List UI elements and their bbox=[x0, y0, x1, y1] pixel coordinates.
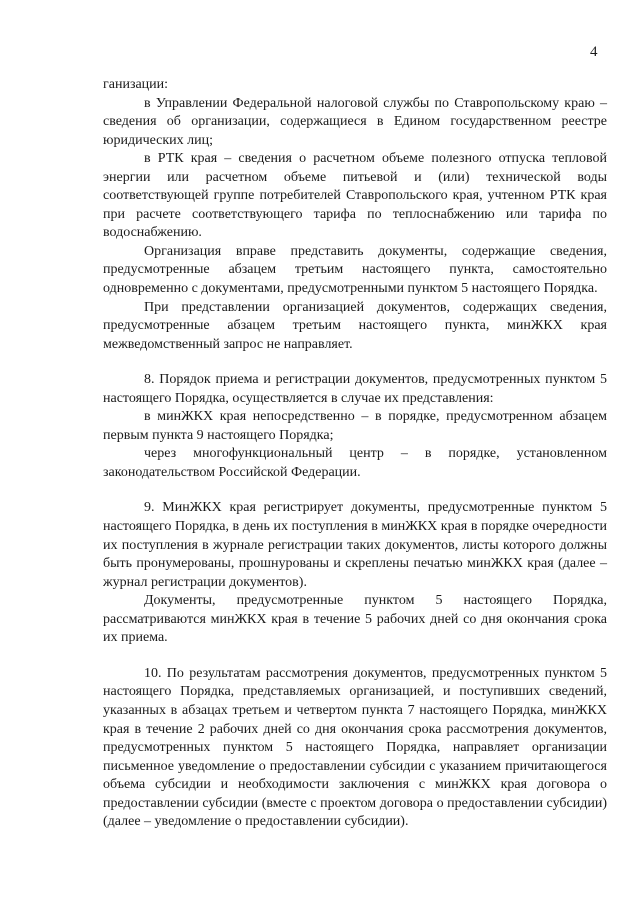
paragraph-tax-service: в Управлении Федеральной налоговой службы по Ставропольскому краю – сведения об организации, содержащиеся в Едином государственном реестре юридических лиц; bbox=[103, 95, 607, 148]
section-gap bbox=[103, 482, 607, 499]
page-number: 4 bbox=[590, 44, 598, 60]
paragraph-item-9: 9. МинЖКХ края регистрирует документы, предусмотренные пунктом 5 настоящего Порядка, в день их поступления в минЖКХ края в порядке очередности их поступления в журнале регистрации таких документов, листы которого должны быть пронумерованы, прошнурованы и скреплены печатью минЖКХ края (далее – журнал регистрации документов). bbox=[103, 500, 607, 590]
paragraph-item-8-direct: в минЖКХ края непосредственно – в порядке, предусмотренном абзацем первым пункта 9 настоящего Порядка; bbox=[103, 409, 607, 443]
paragraph-continuation: ганизации: bbox=[103, 77, 169, 92]
paragraph-organization-right: Организация вправе представить документы, содержащие сведения, предусмотренные абзацем третьим настоящего пункта, самостоятельно одновременно с документами, предусмотренными пунктом 5 настоящего Порядка. bbox=[103, 243, 607, 297]
paragraph-item-8-mfc: через многофункциональный центр – в порядке, установленном законодательством Российской Федерации. bbox=[103, 446, 607, 480]
paragraph-item-8: 8. Порядок приема и регистрации документов, предусмотренных пунктом 5 настоящего Порядка, осуществляется в случае их представления: bbox=[103, 372, 607, 406]
paragraph-item-10: 10. По результатам рассмотрения документов, предусмотренных пунктом 5 настоящего Порядка, представляемых организацией, и поступивших сведений, указанных в абзацах третьем и четвертом пункта 7 настоящего Порядка, минЖКХ края в течение 2 рабочих дней со дня окончания срока рассмотрения документов, предусмотренных пунктом 5 настоящего Порядка, направляет организации письменное уведомление о предоставлении субсидии с указанием причитающегося объема субсидии и необходимости заключения с минЖКХ края договора о предоставлении субсидии (вместе с проектом договора о предоставлении субсидии) (далее – уведомление о предоставлении субсидии). bbox=[103, 665, 607, 830]
section-gap bbox=[103, 354, 607, 371]
section-gap bbox=[103, 648, 607, 665]
paragraph-rtk: в РТК края – сведения о расчетном объеме полезного отпуска тепловой энергии или расчетном объеме питьевой и (или) технической воды соответствующей группе потребителей Ставропольского края, учтенном РТК края при расчете соответствующего тарифа по теплоснабжению или тарифа по водоснабжению. bbox=[103, 151, 607, 241]
document-body bbox=[103, 76, 607, 832]
paragraph-no-request: При представлении организацией документов, содержащих сведения, предусмотренные абзацем третьим настоящего пункта, минЖКХ края межведомственный запрос не направляет. bbox=[103, 299, 607, 352]
paragraph-item-9-review: Документы, предусмотренные пунктом 5 настоящего Порядка, рассматриваются минЖКХ края в течение 5 рабочих дней со дня окончания срока их приема. bbox=[103, 593, 607, 646]
